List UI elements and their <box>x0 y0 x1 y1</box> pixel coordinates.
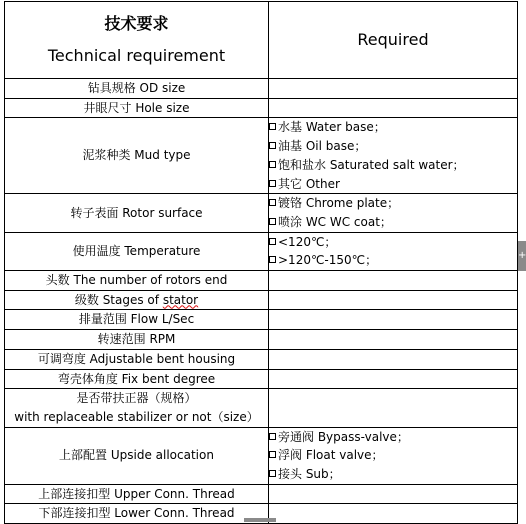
checkbox[interactable] <box>269 218 276 225</box>
option-bypass-valve[interactable] <box>269 428 517 447</box>
value-cell[interactable] <box>269 271 518 291</box>
row-label: 下部连接扣型 Lower Conn. Thread <box>5 504 269 524</box>
header-label-zh: 技术要求 <box>104 13 169 33</box>
row-label: 头数 The number of rotors end <box>5 271 269 291</box>
technical-requirement-table <box>4 1 518 524</box>
checkbox[interactable] <box>269 433 276 440</box>
row-rotor-surface <box>5 194 518 232</box>
row-label: 转速范围 RPM <box>5 330 269 350</box>
row-label <box>5 290 269 310</box>
spellcheck-flagged-word: stator <box>162 292 199 307</box>
row-hole-size <box>5 98 518 118</box>
option-label: 油基 Oil base； <box>278 139 367 154</box>
checkbox[interactable] <box>269 142 276 149</box>
row-rpm <box>5 330 518 350</box>
row-flow <box>5 310 518 330</box>
option-wc-coat[interactable] <box>269 213 517 232</box>
row-upper-conn-thread <box>5 484 518 504</box>
value-cell[interactable] <box>269 290 518 310</box>
row-stages-of-stator <box>5 290 518 310</box>
value-cell[interactable] <box>269 79 518 99</box>
row-label: 泥浆种类 Mud type <box>5 118 269 194</box>
row-temperature <box>5 232 518 270</box>
row-number-of-rotors <box>5 271 518 291</box>
row-label: 排量范围 Flow L/Sec <box>5 310 269 330</box>
checkbox[interactable] <box>269 199 276 206</box>
row-fix-bent-degree <box>5 369 518 389</box>
row-label: 上部配置 Upside allocation <box>5 427 269 484</box>
row-label: 弯壳体角度 Fix bent degree <box>5 369 269 389</box>
option-120-150[interactable] <box>269 251 517 270</box>
value-cell[interactable] <box>269 504 518 524</box>
checkbox[interactable] <box>269 180 276 187</box>
option-oil-base[interactable] <box>269 137 517 156</box>
option-water-base[interactable] <box>269 118 517 137</box>
checkbox[interactable] <box>269 123 276 130</box>
row-upside-allocation <box>5 427 518 484</box>
value-cell <box>269 232 518 270</box>
option-label: 浮阀 Float valve； <box>278 448 384 463</box>
value-cell[interactable] <box>269 369 518 389</box>
header-technical-requirement <box>5 2 269 79</box>
option-label: 镀铬 Chrome plate； <box>278 196 400 211</box>
table-bottom-handle[interactable] <box>244 518 276 522</box>
row-label-main: 级数 Stages of <box>74 292 163 307</box>
option-label: 接头 Sub； <box>278 467 341 482</box>
table-header-row <box>5 2 518 79</box>
checkbox[interactable] <box>269 256 276 263</box>
row-od-size <box>5 79 518 99</box>
value-cell <box>269 427 518 484</box>
option-label: 水基 Water base； <box>278 120 386 135</box>
option-other[interactable] <box>269 175 517 194</box>
value-cell[interactable] <box>269 389 518 427</box>
value-cell <box>269 194 518 232</box>
option-label: >120℃-150℃； <box>278 253 378 268</box>
table-resize-handle[interactable]: + <box>518 241 526 271</box>
option-label: 喷涂 WC WC coat； <box>278 214 392 229</box>
row-label-line-2: with replaceable stabilizer or not（size） <box>14 409 259 424</box>
row-label: 可调弯度 Adjustable bent housing <box>5 349 269 369</box>
option-below-120[interactable] <box>269 233 517 252</box>
option-label: 其它 Other <box>278 176 340 191</box>
row-label: 井眼尺寸 Hole size <box>5 98 269 118</box>
checkbox[interactable] <box>269 470 276 477</box>
option-label: 旁通阀 Bypass-valve； <box>278 429 409 444</box>
value-cell[interactable] <box>269 98 518 118</box>
row-mud-type <box>5 118 518 194</box>
option-saturated-salt-water[interactable] <box>269 156 517 175</box>
value-cell[interactable] <box>269 484 518 504</box>
checkbox[interactable] <box>269 161 276 168</box>
header-required: Required <box>269 2 518 79</box>
checkbox[interactable] <box>269 451 276 458</box>
row-label <box>5 389 269 427</box>
option-chrome-plate[interactable] <box>269 194 517 213</box>
row-label: 使用温度 Temperature <box>5 232 269 270</box>
value-cell[interactable] <box>269 349 518 369</box>
row-label-line-1: 是否带扶正器（规格） <box>76 391 197 406</box>
row-stabilizer <box>5 389 518 427</box>
option-sub[interactable] <box>269 465 517 484</box>
value-cell[interactable] <box>269 330 518 350</box>
row-label: 转子表面 Rotor surface <box>5 194 269 232</box>
checkbox[interactable] <box>269 238 276 245</box>
row-label: 钻具规格 OD size <box>5 79 269 99</box>
row-label: 上部连接扣型 Upper Conn. Thread <box>5 484 269 504</box>
option-label: 饱和盐水 Saturated salt water； <box>278 157 465 172</box>
row-adjustable-bent-housing <box>5 349 518 369</box>
option-float-valve[interactable] <box>269 446 517 465</box>
value-cell[interactable] <box>269 310 518 330</box>
option-label: <120℃； <box>278 234 337 249</box>
header-label-en: Technical requirement <box>47 45 226 65</box>
value-cell <box>269 118 518 194</box>
